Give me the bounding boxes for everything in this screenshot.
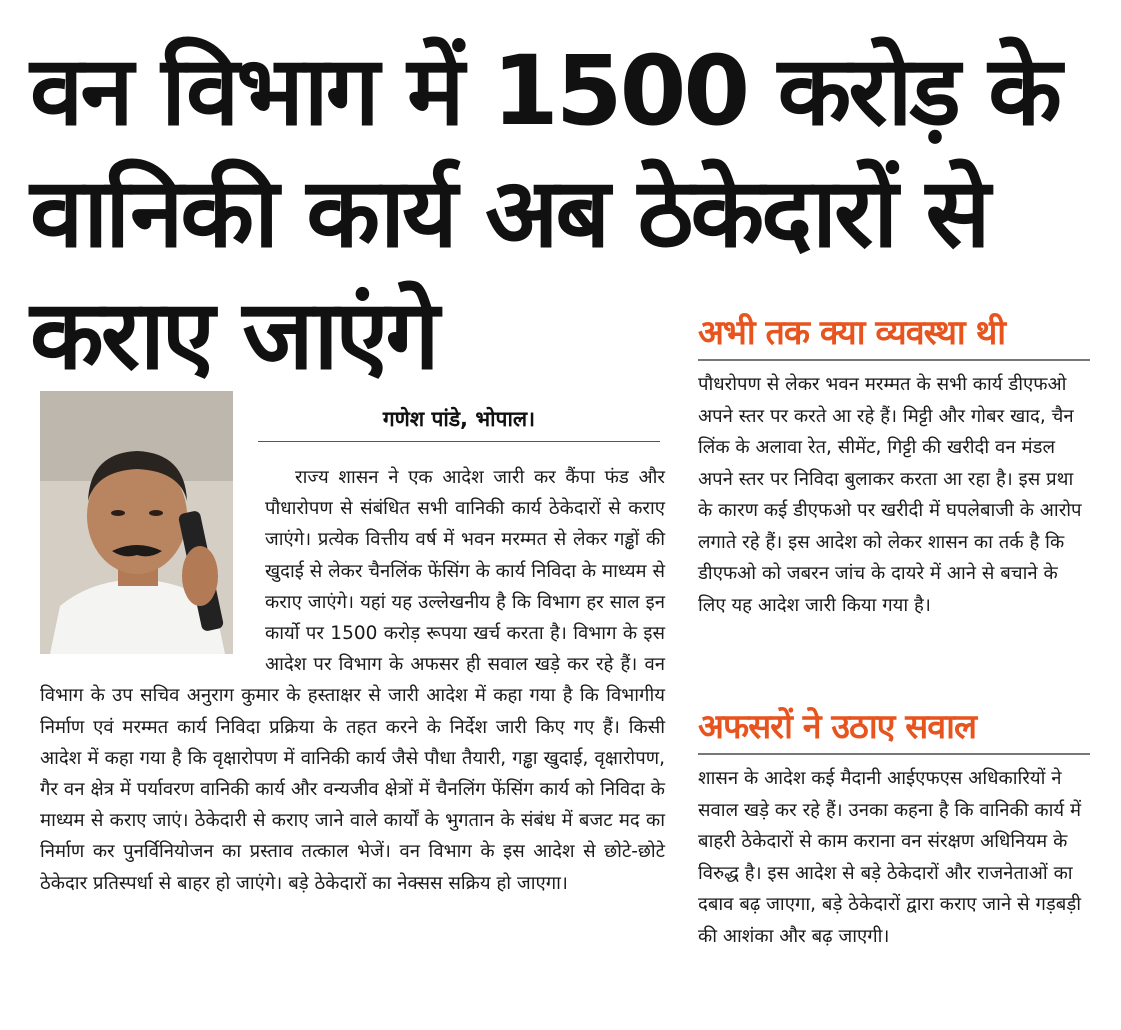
photo-spacer bbox=[40, 462, 265, 652]
headline-line-2: वानिकी कार्य अब ठेकेदारों से bbox=[30, 157, 988, 269]
sidebar-heading-officers-questions: अफसरों ने उठाए सवाल bbox=[698, 704, 1090, 755]
headline-line-3: कराए जाएंगे bbox=[30, 279, 437, 391]
sidebar-heading-previous-system: अभी तक क्या व्यवस्था थी bbox=[698, 310, 1090, 361]
sidebar-officers-questions bbox=[698, 704, 1090, 952]
sidebar-previous-system bbox=[698, 310, 1090, 621]
headline-line-1: वन विभाग में 1500 करोड़ के bbox=[30, 35, 1059, 147]
article-body bbox=[40, 462, 665, 899]
byline: गणेश पांडे, भोपाल। bbox=[258, 405, 660, 442]
article-body-text: राज्य शासन ने एक आदेश जारी कर कैंपा फंड और पौधारोपण से संबंधित सभी वानिकी कार्य ठेकेदारों से कराए जाएंगे। प्रत्येक वित्तीय वर्ष में भवन मरम्मत से लेकर गड्ढों की खुदाई से लेकर चैनलिंक फेंसिंग के कार्य निविदा के माध्यम से कराए जाएंगे। यहां यह उल्लेखनीय है कि विभाग हर साल इन कार्यो पर 1500 करोड़ रूपया खर्च करता है। विभाग के इस आदेश पर विभाग के अफसर ही सवाल खड़े कर रहे हैं। वन विभाग के उप सचिव अनुराग कुमार के हस्ताक्षर से जारी आदेश में कहा गया है कि विभागीय निर्माण एवं मरम्मत कार्य निविदा प्रक्रिया के तहत करने के निर्देश जारी किए गए हैं। किसी आदेश में कहा गया है कि वृक्षारोपण में वानिकी कार्य जैसे पौधा तैयारी, गड्ढा खुदाई, वृक्षारोपण, गैर वन क्षेत्र में पर्यावरण वानिकी कार्य और वन्यजीव क्षेत्रों में चैनलिंग फेंसिंग कार्य को निविदा के माध्यम से कराए जाएं। ठेकेदारी से कराए जाने वाले कार्यों के भुगतान के संबंध में बजट मद का निर्माण कर पुनर्विनियोजन का प्रस्ताव तत्काल भेजें। वन विभाग के इस आदेश से छोटे-छोटे ठेकेदार प्रतिस्पर्धा से बाहर हो जाएंगे। बड़े ठेकेदारों का नेक्सस सक्रिय हो जाएगा। bbox=[40, 467, 666, 894]
sidebar-text-previous-system: पौधरोपण से लेकर भवन मरम्मत के सभी कार्य डीएफओ अपने स्तर पर करते आ रहे हैं। मिट्टी और गोबर खाद, चैन लिंक के अलावा रेत, सीमेंट, गिट्टी की खरीदी वन मंडल अपने स्तर पर निविदा बुलाकर करता आ रहा है। इस प्रथा के कारण कई डीएफओ पर खरीदी में घपलेबाजी के आरोप लगाते रहे हैं। इस आदेश को लेकर शासन का तर्क है कि डीएफओ को जबरन जांच के दायरे में आने से बचाने के लिए यह आदेश जारी किया गया है। bbox=[698, 374, 1082, 616]
sidebar-text-officers-questions: शासन के आदेश कई मैदानी आईएफएस अधिकारियों ने सवाल खड़े कर रहे हैं। उनका कहना है कि वानिकी कार्य में बाहरी ठेकेदारों से काम कराना वन संरक्षण अधिनियम के विरुद्ध है। इस आदेश से बड़े ठेकेदारों और राजनेताओं का दबाव बढ़ जाएगा, बड़े ठेकेदारों द्वारा कराए जाने से गड़बड़ी की आशंका और बढ़ जाएगी। bbox=[698, 768, 1082, 947]
